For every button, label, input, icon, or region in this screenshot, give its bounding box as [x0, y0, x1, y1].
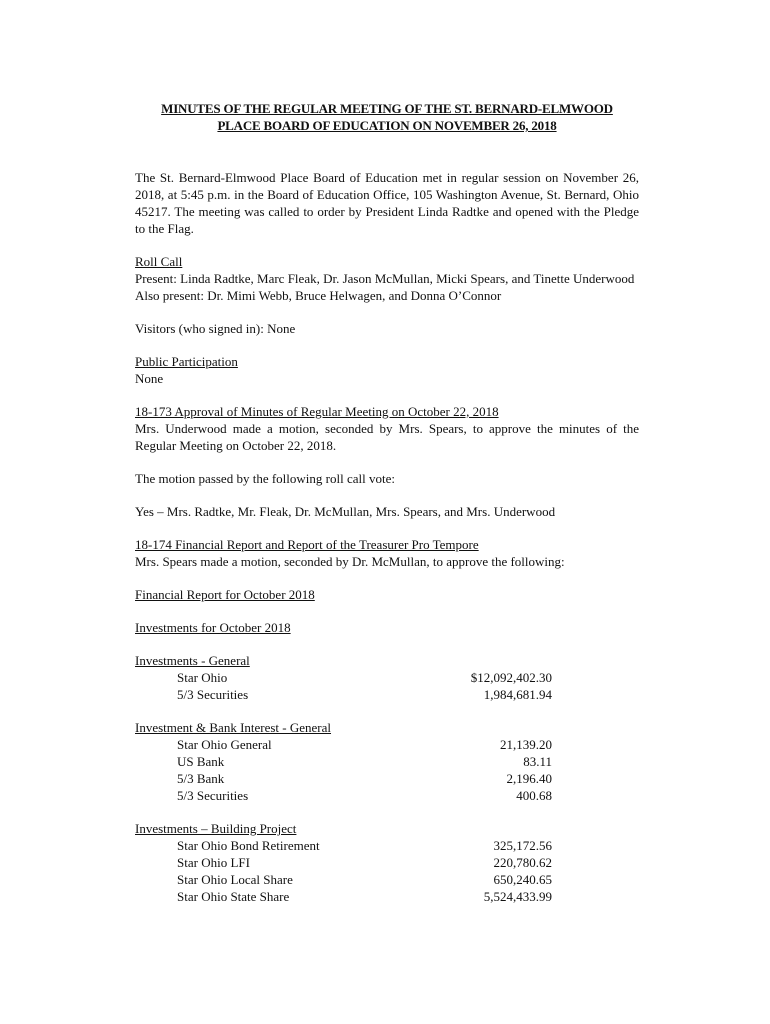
investments-general-section — [135, 652, 639, 703]
investments-building-heading: Investments – Building Project — [135, 821, 297, 836]
row-label: Star Ohio LFI — [177, 855, 250, 870]
item-174-section — [135, 536, 639, 570]
row-label: 5/3 Bank — [177, 771, 225, 786]
row-amount: 325,172.56 — [493, 838, 552, 853]
table-row — [135, 854, 552, 871]
row-amount: 400.68 — [516, 788, 552, 803]
roll-call-heading: Roll Call — [135, 254, 183, 269]
row-label: Star Ohio General — [177, 737, 272, 752]
row-amount: 2,196.40 — [506, 771, 552, 786]
item-173-section — [135, 403, 639, 454]
table-row — [135, 871, 552, 888]
visitors-line: Visitors (who signed in): None — [135, 321, 296, 336]
investments-general-heading: Investments - General — [135, 653, 250, 668]
vote-intro: The motion passed by the following roll call vote: — [135, 471, 395, 486]
row-label: 5/3 Securities — [177, 687, 249, 702]
interest-general-section — [135, 719, 639, 804]
item-173-text: Mrs. Underwood made a motion, seconded by Mrs. Spears, to approve the minutes of the Regular Meeting on October 22, 2018. — [135, 421, 639, 453]
interest-general-heading: Investment & Bank Interest - General — [135, 720, 332, 735]
row-amount: 83.11 — [523, 754, 552, 769]
row-label: Star Ohio State Share — [177, 889, 290, 904]
item-173-heading: 18-173 Approval of Minutes of Regular Meeting on October 22, 2018 — [135, 404, 499, 419]
table-row — [135, 669, 552, 686]
title-line-2: PLACE BOARD OF EDUCATION ON NOVEMBER 26, 2018 — [217, 118, 557, 133]
intro-paragraph: The St. Bernard-Elmwood Place Board of Education met in regular session on November 26, 2018, at 5:45 p.m. in the Board of Education Office, 105 Washington Avenue, St. Bernard, Ohio 45217. The meeting was called to order by President Linda Radtke and opened with the Pledge to the Flag. — [135, 170, 639, 236]
table-row — [135, 888, 552, 905]
investments-heading: Investments for October 2018 — [135, 620, 291, 635]
table-row — [135, 686, 552, 703]
title-line-1: MINUTES OF THE REGULAR MEETING OF THE ST. BERNARD-ELMWOOD — [161, 101, 613, 116]
row-amount: 5,524,433.99 — [483, 889, 552, 904]
vote-result: Yes – Mrs. Radtke, Mr. Fleak, Dr. McMullan, Mrs. Spears, and Mrs. Underwood — [135, 504, 556, 519]
table-row — [135, 753, 552, 770]
row-amount: 650,240.65 — [493, 872, 552, 887]
row-label: Star Ohio Bond Retirement — [177, 838, 320, 853]
table-row — [135, 770, 552, 787]
row-label: 5/3 Securities — [177, 788, 249, 803]
row-amount: 220,780.62 — [493, 855, 552, 870]
present-list: Present: Linda Radtke, Marc Fleak, Dr. Jason McMullan, Micki Spears, and Tinette Underwood — [135, 271, 635, 286]
table-row — [135, 787, 552, 804]
row-label: Star Ohio — [177, 670, 228, 685]
row-amount: $12,092,402.30 — [470, 670, 552, 685]
item-174-text: Mrs. Spears made a motion, seconded by Dr. McMullan, to approve the following: — [135, 554, 565, 569]
row-amount: 1,984,681.94 — [483, 687, 552, 702]
public-participation-text: None — [135, 371, 164, 386]
financial-report-heading: Financial Report for October 2018 — [135, 587, 315, 602]
investments-building-section — [135, 820, 639, 905]
item-174-heading: 18-174 Financial Report and Report of the Treasurer Pro Tempore — [135, 537, 479, 552]
row-label: Star Ohio Local Share — [177, 872, 293, 887]
also-present-list: Also present: Dr. Mimi Webb, Bruce Helwagen, and Donna O’Connor — [135, 288, 502, 303]
row-label: US Bank — [177, 754, 225, 769]
row-amount: 21,139.20 — [500, 737, 552, 752]
table-row — [135, 837, 552, 854]
roll-call-section — [135, 253, 639, 304]
table-row — [135, 736, 552, 753]
public-participation-section — [135, 353, 639, 387]
page-title — [135, 100, 639, 134]
public-participation-heading: Public Participation — [135, 354, 238, 369]
